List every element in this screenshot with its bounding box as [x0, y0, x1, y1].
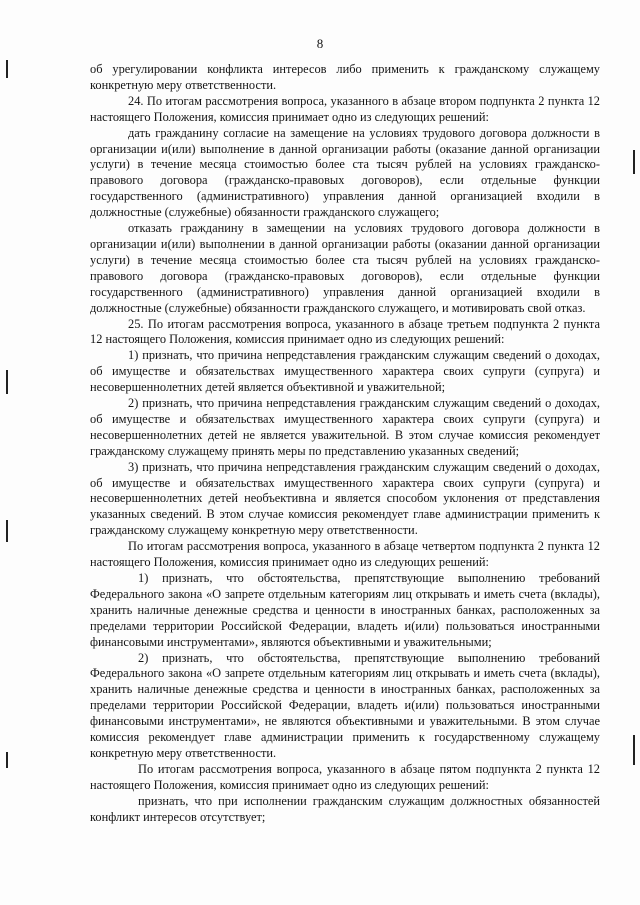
paragraph-25-option-2: 2) признать, что причина непредставления гражданским служащим сведений о доходах, об имуществе и обязательствах имущественного характера своих супруги (супруга) и несовершеннолетних детей не является уважительной. В этом случае комиссия рекомендует гражданскому служащему принять меры по представлению указанных сведений;	[90, 396, 600, 458]
paragraph-fourth-option-2: 2) признать, что обстоятельства, препятствующие выполнению требований Федерального закона «О запрете отдельным категориям лиц открывать и иметь счета (вклады), хранить наличные денежные средства и ценности в иностранных банках, расположенных за пределами территории Российской Федерации, владеть и(или) пользоваться иностранными финансовыми инструментами», не являются объективными и уважительными. В этом случае комиссия рекомендует главе администрации применить к государственному служащему конкретную меру ответственности.	[90, 650, 600, 760]
paragraph-fourth-subclause: По итогам рассмотрения вопроса, указанного в абзаце четвертом подпункта 2 пункта 12 настоящего Положения, комиссия принимает одно из следующих решений:	[90, 539, 600, 570]
scan-mark	[6, 520, 8, 542]
document-body	[90, 62, 600, 826]
scan-mark	[6, 60, 8, 78]
paragraph-fifth-option-1: признать, что при исполнении гражданским служащим должностных обязанностей конфликт интересов отсутствует;	[90, 793, 600, 824]
paragraph-consent: дать гражданину согласие на замещение на условиях трудового договора должности в организации и(или) выполнение в данной организации работы (оказание данной организации услуги) в течение месяца стоимостью более ста тысяч рублей на условиях гражданско-правового договора (гражданско-правовых договоров), если отдельные функции государственного (административного) управления данной организацией входили в должностные (служебные) обязанности гражданского служащего;	[90, 125, 600, 220]
paragraph-refusal: отказать гражданину в замещении на условиях трудового договора должности в организации и(или) выполнении в данной организации работы (оказании данной организации услуги) в течение месяца стоимостью более ста тысяч рублей на условиях гражданско-правового договора (гражданско-правовых договоров), если отдельные функции государственного (административного) управления данной организацией входили в должностные (служебные) обязанности гражданского служащего, и мотивировать свой отказ.	[90, 221, 600, 315]
paragraph-25-option-3: 3) признать, что причина непредставления гражданским служащим сведений о доходах, об имуществе и обязательствах имущественного характера своих супруги (супруга) и несовершеннолетних детей необъективна и является способом уклонения от представления указанных сведений. В этом случае комиссия рекомендует главе администрации применить к гражданскому служащему конкретную меру ответственности.	[90, 459, 600, 538]
scan-mark	[6, 370, 8, 394]
page-number: 8	[316, 36, 324, 51]
scan-mark	[6, 752, 8, 768]
scan-mark	[633, 150, 635, 174]
paragraph: об урегулировании конфликта интересов либо применить к гражданскому служащему конкретную меру ответственности.	[90, 62, 600, 92]
paragraph-item-25: 25. По итогам рассмотрения вопроса, указанного в абзаце третьем подпункта 2 пункта 12 настоящего Положения, комиссия принимает одно из следующих решений:	[90, 316, 600, 347]
paragraph-fourth-option-1: 1) признать, что обстоятельства, препятствующие выполнению требований Федерального закона «О запрете отдельным категориям лиц открывать и иметь счета (вклады), хранить наличные денежные средства и ценности в иностранных банках, расположенных за пределами территории Российской Федерации, владеть и(или) пользоваться иностранными финансовыми инструментами», являются объективными и уважительными;	[90, 571, 600, 649]
paragraph-item-24: 24. По итогам рассмотрения вопроса, указанного в абзаце втором подпункта 2 пункта 12 настоящего Положения, комиссия принимает одно из следующих решений:	[90, 93, 600, 124]
scan-mark	[633, 735, 635, 765]
paragraph-fifth-subclause: По итогам рассмотрения вопроса, указанного в абзаце пятом подпункта 2 пункта 12 настоящего Положения, комиссия принимает одно из следующих решений:	[90, 761, 600, 792]
paragraph-25-option-1: 1) признать, что причина непредставления гражданским служащим сведений о доходах, об имуществе и обязательствах имущественного характера своих супруги (супруга) и несовершеннолетних детей является объективной и уважительной;	[90, 348, 600, 395]
